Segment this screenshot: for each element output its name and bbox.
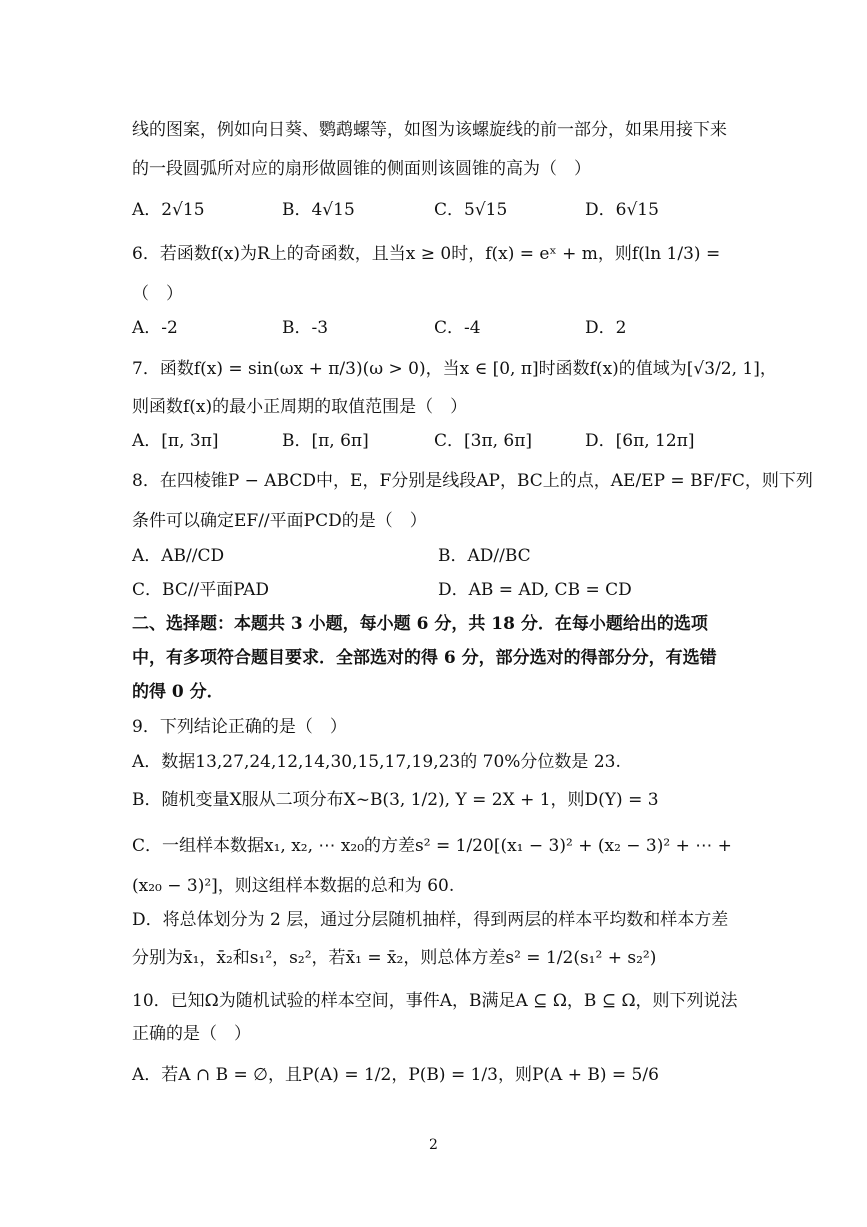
text-line: 则函数f(x)的最小正周期的取值范围是（ ）	[132, 397, 468, 417]
question-7: 7．函数f(x) = sin(ωx + π/3)(ω > 0)，当x ∈ [0, π]时函数f(x)的值域为[√3/2, 1]，	[132, 359, 777, 379]
option-b: B．-3	[282, 318, 329, 338]
text-line: 条件可以确定EF//平面PCD的是（ ）	[132, 511, 427, 531]
option-c: C．-4	[434, 318, 481, 338]
text-line: 的一段圆弧所对应的扇形做圆锥的侧面则该圆锥的高为（ ）	[132, 159, 591, 179]
text-line: （ ）	[132, 284, 183, 304]
text-line: 正确的是（ ）	[132, 1024, 251, 1044]
option-d: D．6√15	[585, 200, 659, 220]
q5-options	[132, 199, 752, 221]
q7-options	[132, 430, 752, 452]
text-line: 分别为x̄₁，x̄₂和s₁²，s₂²，若x̄₁ = x̄₂，则总体方差s² = 1/2(s₁² + s₂²)	[132, 948, 657, 968]
page-number: 2	[429, 1137, 438, 1153]
option-b: B．AD//BC	[438, 546, 531, 566]
option-d: D．[6π, 12π]	[585, 431, 695, 451]
option-a: A．AB//CD	[132, 546, 225, 566]
section-heading: 中，有多项符合题目要求．全部选对的得 6 分，部分选对的得部分分，有选错	[132, 648, 717, 668]
option-a: A．-2	[132, 318, 178, 338]
option-d: D．AB = AD, CB = CD	[438, 580, 632, 600]
q9-option-c: C．一组样本数据x₁, x₂, ⋯ x₂₀的方差s² = 1/20[(x₁ − 3)² + (x₂ − 3)² + ⋯ +	[132, 836, 732, 856]
text-line: (x₂₀ − 3)²]，则这组样本数据的总和为 60.	[132, 876, 455, 896]
q6-options	[132, 317, 752, 339]
q10-option-a: A．若A ∩ B = ∅，且P(A) = 1/2，P(B) = 1/3，则P(A + B) = 5/6	[132, 1065, 659, 1085]
q9-option-b: B．随机变量X服从二项分布X~B(3, 1/2), Y = 2X + 1，则D(Y) = 3	[132, 790, 659, 810]
option-d: D．2	[585, 318, 627, 338]
q9-option-d: D．将总体划分为 2 层，通过分层随机抽样，得到两层的样本平均数和样本方差	[132, 910, 729, 930]
section-heading: 二、选择题：本题共 3 小题，每小题 6 分，共 18 分．在每小题给出的选项	[132, 614, 708, 634]
option-c: C．BC//平面PAD	[132, 580, 270, 600]
option-c: C．[3π, 6π]	[434, 431, 533, 451]
option-b: B．4√15	[282, 200, 355, 220]
option-b: B．[π, 6π]	[282, 431, 369, 451]
option-c: C．5√15	[434, 200, 508, 220]
option-a: A．2√15	[132, 200, 205, 220]
question-10: 10．已知Ω为随机试验的样本空间，事件A，B满足A ⊆ Ω，B ⊆ Ω，则下列说法	[132, 991, 738, 1011]
option-a: A．[π, 3π]	[132, 431, 219, 451]
q8-options-row1	[132, 545, 752, 567]
question-6: 6．若函数f(x)为R上的奇函数，且当x ≥ 0时，f(x) = eˣ + m，则f(ln 1/3) =	[132, 244, 721, 264]
text-line: 线的图案，例如向日葵、鹦鹉螺等，如图为该螺旋线的前一部分，如果用接下来	[132, 120, 727, 140]
question-8: 8．在四棱锥P − ABCD中，E，F分别是线段AP，BC上的点，AE/EP = BF/FC，则下列	[132, 471, 813, 491]
section-heading: 的得 0 分．	[132, 682, 224, 702]
q8-options-row2	[132, 579, 752, 601]
q9-option-a: A．数据13,27,24,12,14,30,15,17,19,23的 70%分位数是 23.	[132, 752, 621, 772]
question-9: 9．下列结论正确的是（ ）	[132, 717, 347, 737]
